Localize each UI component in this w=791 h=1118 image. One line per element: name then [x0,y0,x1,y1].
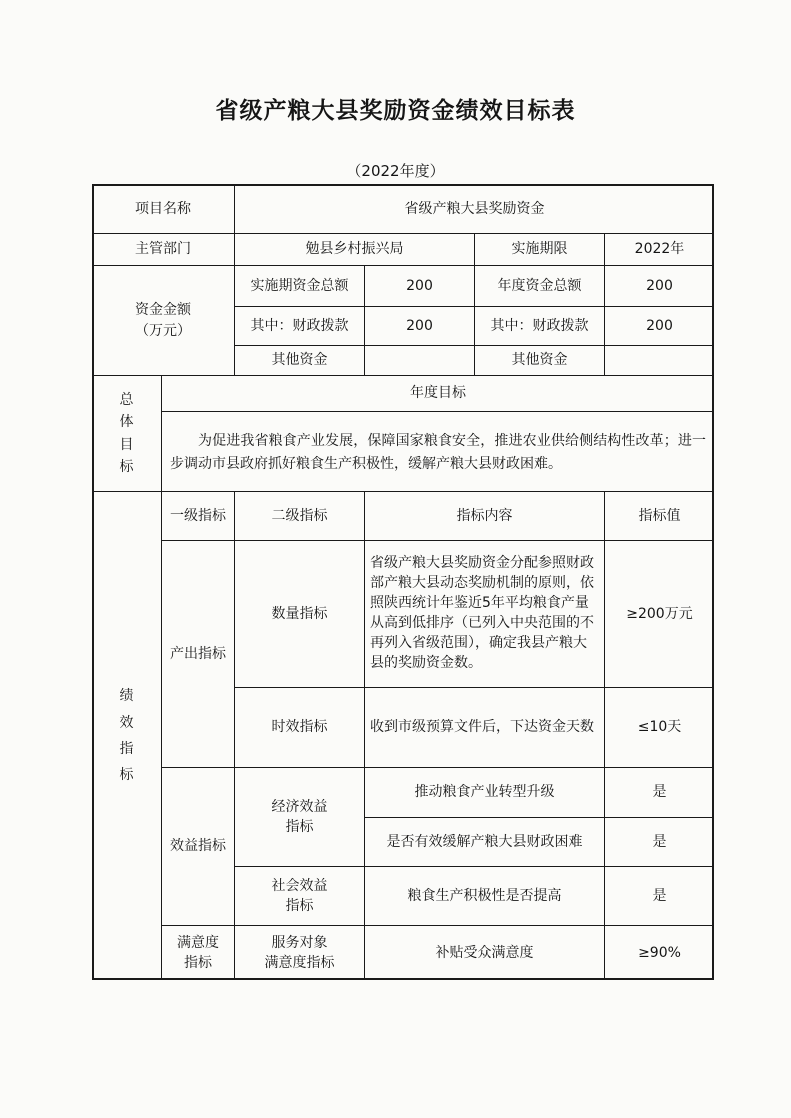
period-label: 实施期限 [511,241,568,258]
period-value: 2022年 [634,241,685,258]
time-indicator-value: ≤10天 [637,719,682,736]
total-funds-value: 200 [406,277,433,294]
service-satisfaction-value: ≥90% [638,944,681,961]
dept-value: 勉县乡村振兴局 [305,241,404,258]
economic-benefit-content-1: 推动粮食产业转型升级 [414,784,555,801]
annual-fiscal-funds-label: 其中：财政拨款 [490,317,589,334]
other-funds-value [365,346,474,375]
economic-benefit-value-1: 是 [652,784,667,801]
header-level2: 二级指标 [271,507,328,524]
performance-indicators-label [92,492,161,980]
overall-goal-label-char: 标 [119,458,134,475]
economic-benefit-value-2: 是 [652,833,667,850]
quantity-indicator-content: 省级产粮大县奖励资金分配参照财政部产粮大县动态奖励机制的原则，依照陕西统计年鉴近5年平均粮食产量从高到低排序（已列入中央范围的不再列入省级范围），确定我县产粮大县的奖励资金数。 [370,555,594,671]
benefit-indicator-label: 效益指标 [170,838,226,855]
header-value: 指标值 [638,507,681,524]
project-name-value: 省级产粮大县奖励资金 [404,201,545,218]
fiscal-funds-value: 200 [406,317,433,334]
service-satisfaction-label: 服务对象 满意度指标 [264,934,335,971]
performance-indicators-label-char: 标 [119,767,134,784]
project-name-label: 项目名称 [135,201,191,218]
social-benefit-content: 粮食生产积极性是否提高 [407,887,562,904]
quantity-indicator-value: ≥200万元 [626,605,693,622]
funds-label: 资金金额 （万元） [135,302,191,339]
overall-goal-label-char: 体 [119,414,134,431]
economic-benefit-label: 经济效益 指标 [271,798,328,835]
annual-funds-label: 年度资金总额 [497,277,582,294]
social-benefit-label: 社会效益 指标 [271,877,328,914]
fiscal-funds-label: 其中：财政拨款 [250,317,349,334]
overall-goal-label-char: 目 [119,436,134,453]
dept-label: 主管部门 [135,241,191,258]
output-indicator-label: 产出指标 [170,645,226,662]
other-funds-label: 其他资金 [271,352,328,369]
annual-goal-text: 为促进我省粮食产业发展，保障国家粮食安全，推进农业供给侧结构性改革；进一步调动市县政府抓好粮食生产积极性，缓解产粮大县财政困难。 [170,433,706,472]
header-level1: 一级指标 [170,507,226,524]
satisfaction-indicator-label: 满意度 指标 [177,934,219,971]
performance-indicators-label-char: 指 [119,741,134,757]
social-benefit-value: 是 [652,887,667,904]
row-divider [161,411,714,412]
performance-indicators-label-char: 效 [119,714,134,731]
header-content: 指标内容 [456,507,513,524]
total-funds-label: 实施期资金总额 [250,277,349,294]
performance-indicators-label-char: 绩 [119,688,134,705]
document-title: 省级产粮大县奖励资金绩效目标表 [215,97,576,124]
document-year: （2022年度） [346,162,445,180]
annual-goal-header: 年度目标 [410,385,466,402]
quantity-indicator-label: 数量指标 [271,605,328,622]
economic-benefit-content-2: 是否有效缓解产粮大县财政困难 [386,833,583,850]
overall-goal-label [92,376,161,491]
annual-fiscal-funds-value: 200 [646,317,673,334]
time-indicator-label: 时效指标 [271,719,328,736]
time-indicator-content: 收到市级预算文件后，下达资金天数 [370,719,594,736]
annual-other-funds-label: 其他资金 [511,352,568,369]
service-satisfaction-content: 补贴受众满意度 [435,944,534,961]
overall-goal-label-char: 总 [119,391,134,408]
annual-funds-value: 200 [646,277,673,294]
annual-other-funds-value [605,346,714,375]
